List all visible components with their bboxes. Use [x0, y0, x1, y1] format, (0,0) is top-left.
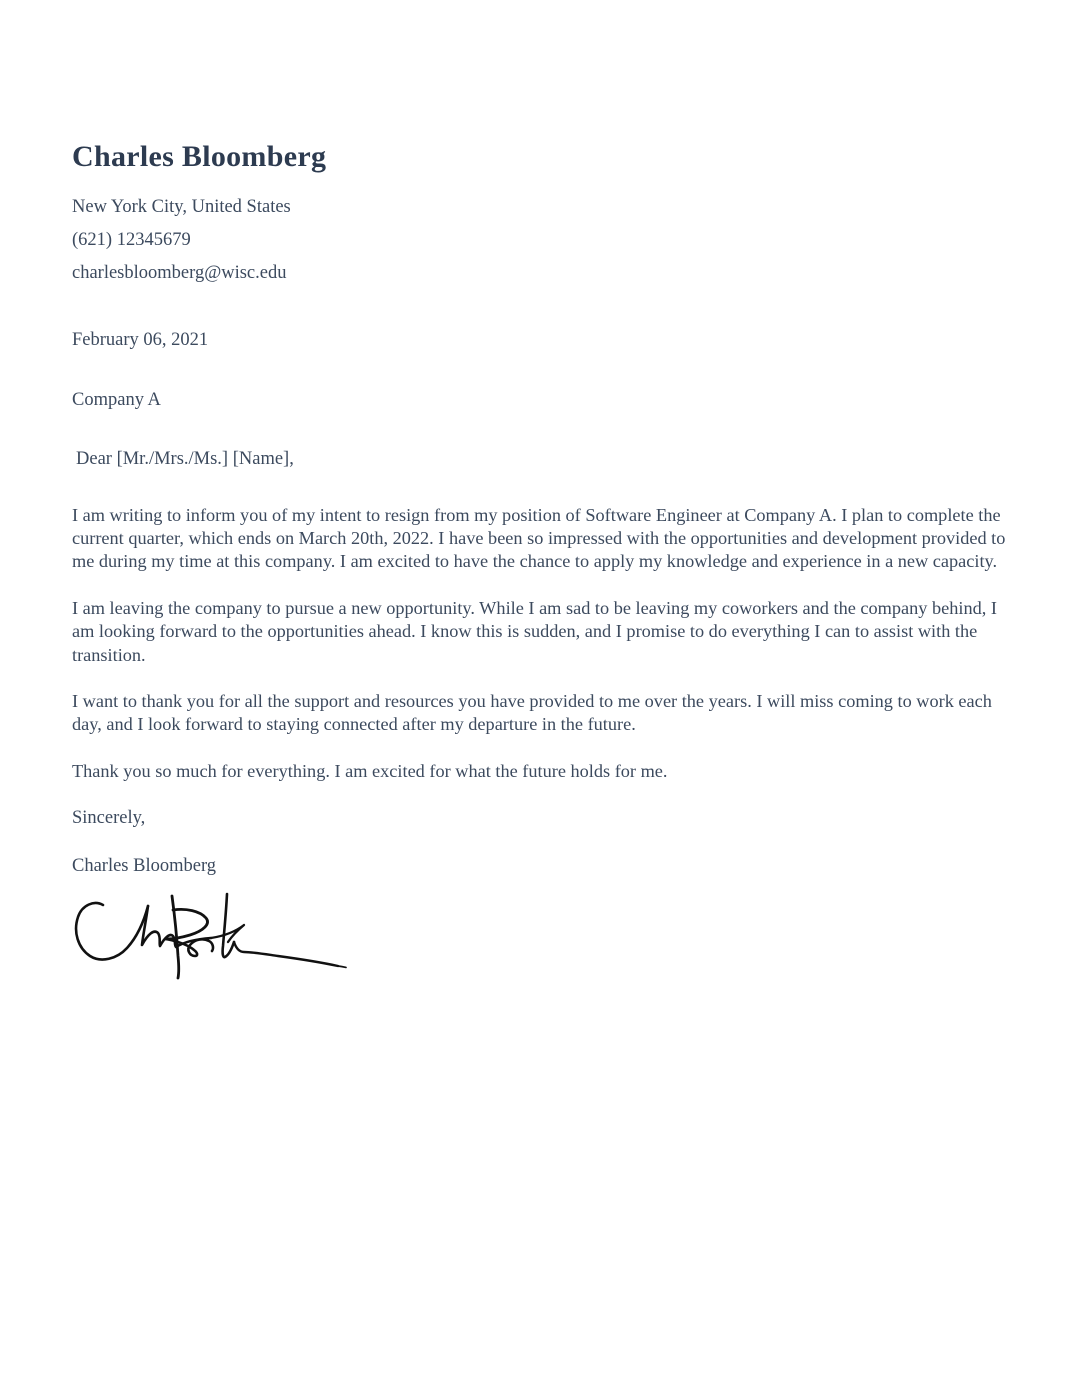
signature-block — [72, 888, 372, 978]
salutation: Dear [Mr./Mrs./Ms.] [Name], — [76, 448, 294, 469]
signature-icon — [72, 888, 372, 978]
page-title: Charles Bloomberg — [72, 140, 327, 173]
recipient-company: Company A — [72, 389, 161, 410]
contact-location: New York City, United States — [72, 196, 291, 217]
signer-name: Charles Bloomberg — [72, 856, 217, 877]
letter-date: February 06, 2021 — [72, 329, 209, 350]
body-paragraph: I am writing to inform you of my intent to resign from my position of Software Engineer at Company A. I plan to complete the current quarter, which ends on March 20th, 2022. I have been so impressed with the opportunities and development provided to me during my time at this company. I am excited to have the chance to apply my knowledge and experience in a new capacity. — [72, 504, 1006, 572]
body-paragraph: I want to thank you for all the support and resources you have provided to me over the years. I will miss coming to work each day, and I look forward to staying connected after my departure in the future. — [72, 691, 992, 735]
contact-block — [72, 191, 1008, 290]
contact-email: charlesbloomberg@wisc.edu — [72, 262, 287, 283]
body-paragraph: Thank you so much for everything. I am excited for what the future holds for me. — [72, 760, 668, 781]
valediction: Sincerely, — [72, 808, 146, 829]
contact-phone: (621) 12345679 — [72, 229, 191, 250]
letter-body — [72, 504, 1008, 784]
body-paragraph: I am leaving the company to pursue a new opportunity. While I am sad to be leaving my coworkers and the company behind, I am looking forward to the opportunities ahead. I know this is sudden, and I promise to do everything I can to assist with the transition. — [72, 597, 997, 665]
